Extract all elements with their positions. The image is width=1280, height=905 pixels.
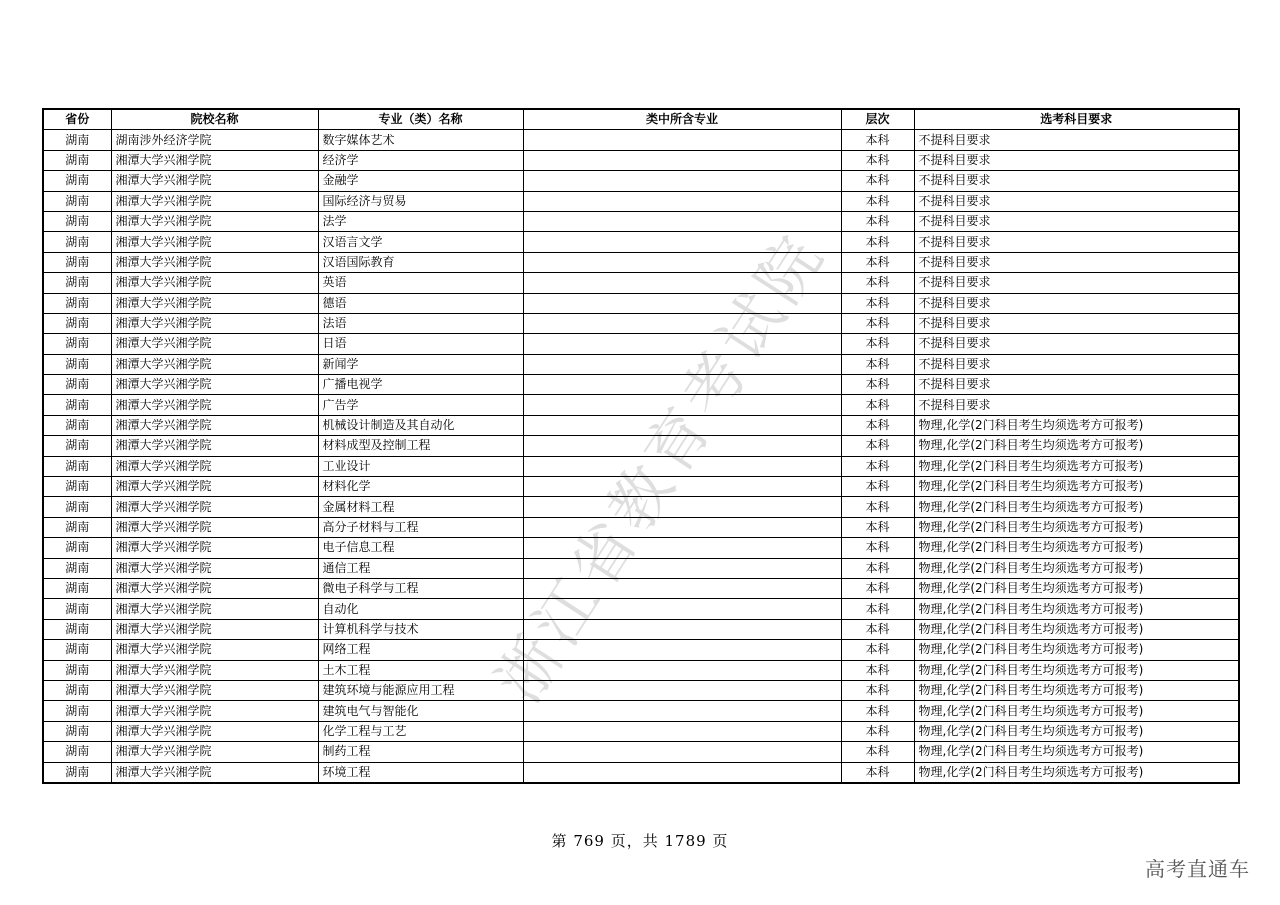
cell-included-majors xyxy=(523,680,841,700)
cell-school-name: 湘潭大学兴湘学院 xyxy=(111,619,318,639)
cell-subject-requirement: 物理,化学(2门科目考生均须选考方可报考) xyxy=(914,701,1239,721)
cell-level: 本科 xyxy=(841,477,914,497)
table-row xyxy=(43,497,1239,517)
table-row xyxy=(43,313,1239,333)
header-level: 层次 xyxy=(841,109,914,130)
cell-subject-requirement: 不提科目要求 xyxy=(914,211,1239,231)
cell-school-name: 湘潭大学兴湘学院 xyxy=(111,456,318,476)
cell-province: 湖南 xyxy=(43,538,111,558)
cell-major-name: 网络工程 xyxy=(318,640,523,660)
cell-major-name: 高分子材料与工程 xyxy=(318,517,523,537)
cell-province: 湖南 xyxy=(43,211,111,231)
cell-subject-requirement: 不提科目要求 xyxy=(914,171,1239,191)
cell-subject-requirement: 物理,化学(2门科目考生均须选考方可报考) xyxy=(914,558,1239,578)
cell-province: 湖南 xyxy=(43,701,111,721)
cell-level: 本科 xyxy=(841,273,914,293)
cell-included-majors xyxy=(523,477,841,497)
cell-included-majors xyxy=(523,517,841,537)
cell-province: 湖南 xyxy=(43,191,111,211)
cell-included-majors xyxy=(523,578,841,598)
cell-subject-requirement: 物理,化学(2门科目考生均须选考方可报考) xyxy=(914,497,1239,517)
cell-subject-requirement: 物理,化学(2门科目考生均须选考方可报考) xyxy=(914,680,1239,700)
cell-included-majors xyxy=(523,130,841,150)
cell-subject-requirement: 不提科目要求 xyxy=(914,293,1239,313)
cell-province: 湖南 xyxy=(43,375,111,395)
table-row xyxy=(43,375,1239,395)
cell-subject-requirement: 不提科目要求 xyxy=(914,334,1239,354)
cell-province: 湖南 xyxy=(43,436,111,456)
cell-school-name: 湘潭大学兴湘学院 xyxy=(111,721,318,741)
cell-major-name: 金属材料工程 xyxy=(318,497,523,517)
cell-subject-requirement: 不提科目要求 xyxy=(914,130,1239,150)
cell-province: 湖南 xyxy=(43,150,111,170)
cell-major-name: 广播电视学 xyxy=(318,375,523,395)
cell-level: 本科 xyxy=(841,660,914,680)
cell-included-majors xyxy=(523,660,841,680)
cell-level: 本科 xyxy=(841,354,914,374)
cell-included-majors xyxy=(523,558,841,578)
brand-logo-text: 高考直通车 xyxy=(1145,857,1250,881)
cell-subject-requirement: 物理,化学(2门科目考生均须选考方可报考) xyxy=(914,742,1239,762)
cell-province: 湖南 xyxy=(43,232,111,252)
cell-included-majors xyxy=(523,150,841,170)
table-row xyxy=(43,415,1239,435)
cell-level: 本科 xyxy=(841,517,914,537)
cell-school-name: 湘潭大学兴湘学院 xyxy=(111,640,318,660)
cell-subject-requirement: 物理,化学(2门科目考生均须选考方可报考) xyxy=(914,517,1239,537)
cell-included-majors xyxy=(523,436,841,456)
cell-school-name: 湘潭大学兴湘学院 xyxy=(111,517,318,537)
table-row xyxy=(43,211,1239,231)
cell-included-majors xyxy=(523,252,841,272)
table-row xyxy=(43,232,1239,252)
cell-school-name: 湘潭大学兴湘学院 xyxy=(111,395,318,415)
table-row xyxy=(43,273,1239,293)
cell-school-name: 湘潭大学兴湘学院 xyxy=(111,293,318,313)
cell-school-name: 湘潭大学兴湘学院 xyxy=(111,660,318,680)
cell-included-majors xyxy=(523,313,841,333)
table-row xyxy=(43,742,1239,762)
cell-school-name: 湘潭大学兴湘学院 xyxy=(111,415,318,435)
cell-subject-requirement: 物理,化学(2门科目考生均须选考方可报考) xyxy=(914,436,1239,456)
table-row xyxy=(43,395,1239,415)
cell-school-name: 湘潭大学兴湘学院 xyxy=(111,497,318,517)
cell-subject-requirement: 不提科目要求 xyxy=(914,232,1239,252)
cell-included-majors xyxy=(523,640,841,660)
cell-level: 本科 xyxy=(841,599,914,619)
cell-included-majors xyxy=(523,538,841,558)
page-number: 第 769 页，共 1789 页 xyxy=(551,832,729,850)
cell-province: 湖南 xyxy=(43,578,111,598)
cell-level: 本科 xyxy=(841,395,914,415)
cell-school-name: 湘潭大学兴湘学院 xyxy=(111,252,318,272)
cell-level: 本科 xyxy=(841,721,914,741)
cell-school-name: 湘潭大学兴湘学院 xyxy=(111,578,318,598)
table-row xyxy=(43,171,1239,191)
cell-major-name: 金融学 xyxy=(318,171,523,191)
cell-province: 湖南 xyxy=(43,497,111,517)
cell-level: 本科 xyxy=(841,578,914,598)
table-row xyxy=(43,680,1239,700)
cell-included-majors xyxy=(523,619,841,639)
cell-major-name: 德语 xyxy=(318,293,523,313)
cell-included-majors xyxy=(523,762,841,783)
cell-province: 湖南 xyxy=(43,762,111,783)
cell-school-name: 湘潭大学兴湘学院 xyxy=(111,599,318,619)
cell-subject-requirement: 不提科目要求 xyxy=(914,252,1239,272)
cell-major-name: 国际经济与贸易 xyxy=(318,191,523,211)
table-row xyxy=(43,558,1239,578)
cell-subject-requirement: 物理,化学(2门科目考生均须选考方可报考) xyxy=(914,538,1239,558)
table-row xyxy=(43,436,1239,456)
cell-school-name: 湘潭大学兴湘学院 xyxy=(111,762,318,783)
cell-level: 本科 xyxy=(841,680,914,700)
cell-level: 本科 xyxy=(841,334,914,354)
cell-included-majors xyxy=(523,273,841,293)
cell-level: 本科 xyxy=(841,252,914,272)
cell-province: 湖南 xyxy=(43,680,111,700)
cell-school-name: 湘潭大学兴湘学院 xyxy=(111,191,318,211)
cell-included-majors xyxy=(523,171,841,191)
cell-school-name: 湘潭大学兴湘学院 xyxy=(111,150,318,170)
cell-included-majors xyxy=(523,456,841,476)
table-row xyxy=(43,477,1239,497)
table-row xyxy=(43,252,1239,272)
table-row xyxy=(43,354,1239,374)
cell-province: 湖南 xyxy=(43,599,111,619)
table-row xyxy=(43,293,1239,313)
table-row xyxy=(43,130,1239,150)
cell-province: 湖南 xyxy=(43,415,111,435)
cell-level: 本科 xyxy=(841,619,914,639)
cell-school-name: 湘潭大学兴湘学院 xyxy=(111,171,318,191)
table-row xyxy=(43,538,1239,558)
cell-province: 湖南 xyxy=(43,130,111,150)
cell-included-majors xyxy=(523,211,841,231)
cell-level: 本科 xyxy=(841,130,914,150)
table-row xyxy=(43,762,1239,783)
cell-major-name: 化学工程与工艺 xyxy=(318,721,523,741)
cell-subject-requirement: 物理,化学(2门科目考生均须选考方可报考) xyxy=(914,599,1239,619)
cell-province: 湖南 xyxy=(43,721,111,741)
cell-included-majors xyxy=(523,415,841,435)
cell-included-majors xyxy=(523,599,841,619)
cell-major-name: 自动化 xyxy=(318,599,523,619)
cell-major-name: 经济学 xyxy=(318,150,523,170)
cell-school-name: 湘潭大学兴湘学院 xyxy=(111,558,318,578)
cell-level: 本科 xyxy=(841,640,914,660)
table-row xyxy=(43,660,1239,680)
table-header-row xyxy=(43,109,1239,130)
cell-province: 湖南 xyxy=(43,334,111,354)
cell-subject-requirement: 物理,化学(2门科目考生均须选考方可报考) xyxy=(914,477,1239,497)
cell-subject-requirement: 物理,化学(2门科目考生均须选考方可报考) xyxy=(914,721,1239,741)
cell-major-name: 机械设计制造及其自动化 xyxy=(318,415,523,435)
cell-major-name: 广告学 xyxy=(318,395,523,415)
cell-subject-requirement: 物理,化学(2门科目考生均须选考方可报考) xyxy=(914,619,1239,639)
cell-province: 湖南 xyxy=(43,640,111,660)
cell-province: 湖南 xyxy=(43,517,111,537)
cell-school-name: 湘潭大学兴湘学院 xyxy=(111,538,318,558)
cell-major-name: 土木工程 xyxy=(318,660,523,680)
cell-school-name: 湘潭大学兴湘学院 xyxy=(111,680,318,700)
cell-school-name: 湘潭大学兴湘学院 xyxy=(111,436,318,456)
table-row xyxy=(43,191,1239,211)
header-province: 省份 xyxy=(43,109,111,130)
cell-included-majors xyxy=(523,375,841,395)
cell-province: 湖南 xyxy=(43,456,111,476)
cell-province: 湖南 xyxy=(43,252,111,272)
cell-province: 湖南 xyxy=(43,558,111,578)
cell-school-name: 湘潭大学兴湘学院 xyxy=(111,313,318,333)
cell-school-name: 湘潭大学兴湘学院 xyxy=(111,273,318,293)
cell-included-majors xyxy=(523,395,841,415)
cell-subject-requirement: 不提科目要求 xyxy=(914,354,1239,374)
cell-school-name: 湘潭大学兴湘学院 xyxy=(111,375,318,395)
cell-level: 本科 xyxy=(841,211,914,231)
cell-included-majors xyxy=(523,191,841,211)
cell-subject-requirement: 物理,化学(2门科目考生均须选考方可报考) xyxy=(914,415,1239,435)
cell-major-name: 计算机科学与技术 xyxy=(318,619,523,639)
cell-subject-requirement: 不提科目要求 xyxy=(914,191,1239,211)
cell-province: 湖南 xyxy=(43,171,111,191)
cell-subject-requirement: 物理,化学(2门科目考生均须选考方可报考) xyxy=(914,456,1239,476)
cell-included-majors xyxy=(523,721,841,741)
header-school-name: 院校名称 xyxy=(111,109,318,130)
table-body xyxy=(43,130,1239,783)
cell-level: 本科 xyxy=(841,456,914,476)
cell-subject-requirement: 不提科目要求 xyxy=(914,395,1239,415)
cell-major-name: 汉语言文学 xyxy=(318,232,523,252)
cell-school-name: 湘潭大学兴湘学院 xyxy=(111,742,318,762)
cell-major-name: 数字媒体艺术 xyxy=(318,130,523,150)
cell-major-name: 法学 xyxy=(318,211,523,231)
cell-major-name: 汉语国际教育 xyxy=(318,252,523,272)
cell-province: 湖南 xyxy=(43,313,111,333)
cell-province: 湖南 xyxy=(43,293,111,313)
header-subject-requirement: 选考科目要求 xyxy=(914,109,1239,130)
cell-level: 本科 xyxy=(841,762,914,783)
cell-level: 本科 xyxy=(841,436,914,456)
cell-included-majors xyxy=(523,293,841,313)
header-major-name: 专业（类）名称 xyxy=(318,109,523,130)
cell-major-name: 日语 xyxy=(318,334,523,354)
table-row xyxy=(43,701,1239,721)
cell-level: 本科 xyxy=(841,538,914,558)
table-row xyxy=(43,334,1239,354)
cell-included-majors xyxy=(523,334,841,354)
cell-included-majors xyxy=(523,497,841,517)
cell-major-name: 材料化学 xyxy=(318,477,523,497)
cell-major-name: 通信工程 xyxy=(318,558,523,578)
admission-table xyxy=(42,108,1240,784)
cell-level: 本科 xyxy=(841,313,914,333)
cell-subject-requirement: 不提科目要求 xyxy=(914,150,1239,170)
cell-included-majors xyxy=(523,701,841,721)
cell-subject-requirement: 物理,化学(2门科目考生均须选考方可报考) xyxy=(914,660,1239,680)
cell-major-name: 环境工程 xyxy=(318,762,523,783)
cell-level: 本科 xyxy=(841,701,914,721)
cell-subject-requirement: 不提科目要求 xyxy=(914,375,1239,395)
table-row xyxy=(43,517,1239,537)
table-row xyxy=(43,578,1239,598)
cell-level: 本科 xyxy=(841,293,914,313)
cell-level: 本科 xyxy=(841,497,914,517)
table-row xyxy=(43,619,1239,639)
cell-province: 湖南 xyxy=(43,619,111,639)
cell-school-name: 湖南涉外经济学院 xyxy=(111,130,318,150)
cell-major-name: 英语 xyxy=(318,273,523,293)
cell-school-name: 湘潭大学兴湘学院 xyxy=(111,334,318,354)
cell-level: 本科 xyxy=(841,150,914,170)
cell-subject-requirement: 不提科目要求 xyxy=(914,313,1239,333)
cell-included-majors xyxy=(523,742,841,762)
cell-level: 本科 xyxy=(841,232,914,252)
cell-province: 湖南 xyxy=(43,395,111,415)
cell-subject-requirement: 物理,化学(2门科目考生均须选考方可报考) xyxy=(914,640,1239,660)
table-row xyxy=(43,599,1239,619)
cell-school-name: 湘潭大学兴湘学院 xyxy=(111,354,318,374)
cell-level: 本科 xyxy=(841,171,914,191)
table-row xyxy=(43,456,1239,476)
cell-school-name: 湘潭大学兴湘学院 xyxy=(111,701,318,721)
cell-school-name: 湘潭大学兴湘学院 xyxy=(111,477,318,497)
cell-school-name: 湘潭大学兴湘学院 xyxy=(111,211,318,231)
cell-subject-requirement: 不提科目要求 xyxy=(914,273,1239,293)
cell-province: 湖南 xyxy=(43,477,111,497)
cell-major-name: 微电子科学与工程 xyxy=(318,578,523,598)
cell-level: 本科 xyxy=(841,742,914,762)
cell-level: 本科 xyxy=(841,375,914,395)
cell-major-name: 材料成型及控制工程 xyxy=(318,436,523,456)
cell-subject-requirement: 物理,化学(2门科目考生均须选考方可报考) xyxy=(914,762,1239,783)
cell-included-majors xyxy=(523,354,841,374)
table-row xyxy=(43,721,1239,741)
cell-major-name: 制药工程 xyxy=(318,742,523,762)
cell-major-name: 建筑电气与智能化 xyxy=(318,701,523,721)
admission-table-container xyxy=(42,108,1238,784)
table-row xyxy=(43,150,1239,170)
cell-province: 湖南 xyxy=(43,354,111,374)
cell-major-name: 电子信息工程 xyxy=(318,538,523,558)
cell-province: 湖南 xyxy=(43,742,111,762)
cell-major-name: 建筑环境与能源应用工程 xyxy=(318,680,523,700)
cell-level: 本科 xyxy=(841,191,914,211)
cell-major-name: 工业设计 xyxy=(318,456,523,476)
cell-major-name: 法语 xyxy=(318,313,523,333)
cell-subject-requirement: 物理,化学(2门科目考生均须选考方可报考) xyxy=(914,578,1239,598)
cell-level: 本科 xyxy=(841,415,914,435)
table-row xyxy=(43,640,1239,660)
cell-included-majors xyxy=(523,232,841,252)
cell-major-name: 新闻学 xyxy=(318,354,523,374)
cell-school-name: 湘潭大学兴湘学院 xyxy=(111,232,318,252)
cell-province: 湖南 xyxy=(43,273,111,293)
cell-province: 湖南 xyxy=(43,660,111,680)
header-included-majors: 类中所含专业 xyxy=(523,109,841,130)
cell-level: 本科 xyxy=(841,558,914,578)
watermark: 浙江省教育考试院 xyxy=(481,219,840,716)
